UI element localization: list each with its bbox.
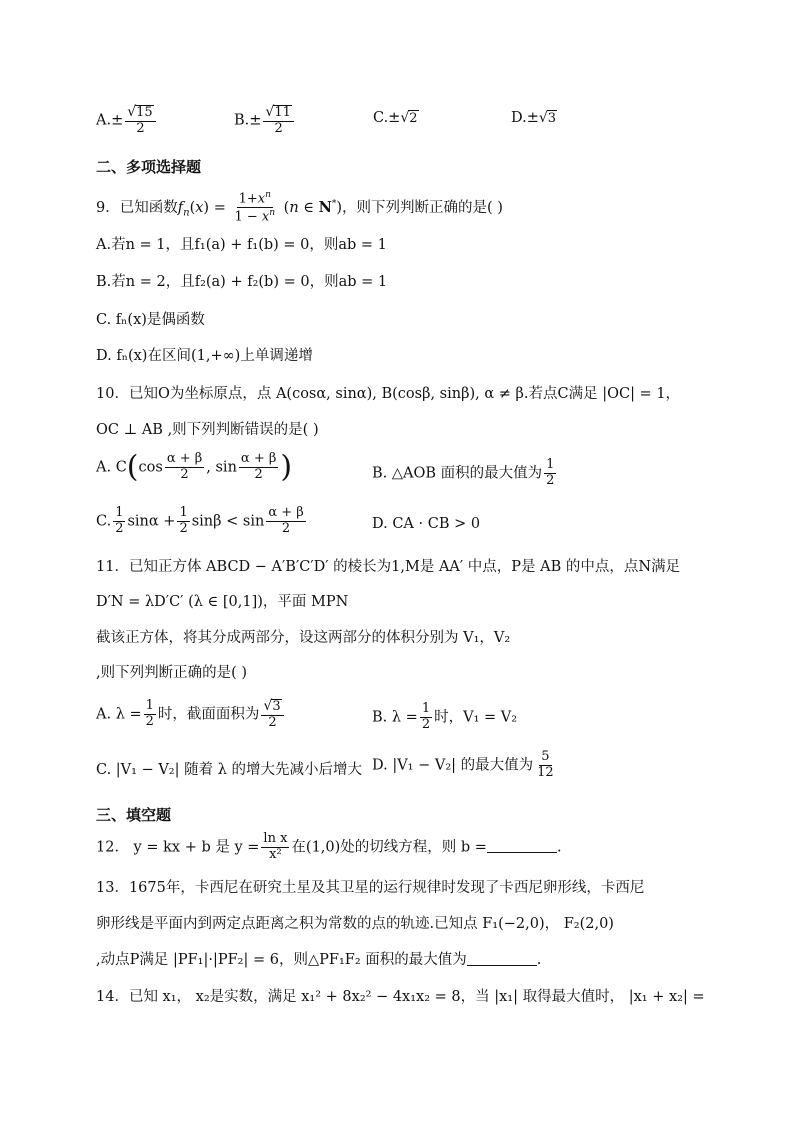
- q11-option-b: B. λ = $\frac{1}{2}$ 时，V₁ = V₂: [372, 701, 518, 732]
- q9-option-c: C. fₙ(x)是偶函数: [96, 312, 205, 328]
- q10-option-d: D. CA · CB > 0: [372, 516, 481, 532]
- q11-stem-line4: ,则下列判断正确的是( ): [96, 665, 248, 681]
- q10-option-a: A. C(cos $\frac{\alpha + \beta}{2}$ , sin $\frac{\alpha + \beta}{2}$ ): [96, 449, 293, 485]
- q11-stem-line3: 截该正方体，将其分成两部分，设这两部分的体积分别为 V₁，V₂: [96, 630, 511, 646]
- q11-option-c: C. |V₁ − V₂| 随着 λ 的增大先减小后增大: [96, 762, 363, 778]
- q10-stem-line1: 10．已知O为坐标原点，点 A(cosα, sinα), B(cosβ, sinβ), α ≠ β.若点C满足 |OC| = 1，: [96, 386, 681, 402]
- q11-stem-line1: 11．已知正方体 ABCD − A′B′C′D′ 的棱长为1,M是 AA′ 中点，P是 AB 的中点，点N满足: [96, 559, 681, 575]
- q13-stem-line2: 卵形线是平面内到两定点距离之积为常数的点的轨迹.已知点 F₁(−2,0)， F₂(2,0): [96, 916, 614, 932]
- q12-answer-blank[interactable]: [487, 838, 557, 853]
- q11-option-d: D. |V₁ − V₂| 的最大值为 $\frac{5}{12}$: [372, 749, 554, 780]
- q8-option-c: C.±√2: [373, 110, 418, 126]
- q8-option-a: A.± $\frac{√15}{2}$: [96, 104, 158, 137]
- q9-option-d: D. fₙ(x)在区间(1,+∞)上单调递增: [96, 348, 313, 364]
- q10-stem-line2: OC ⊥ AB ,则下列判断错误的是( ): [96, 422, 319, 438]
- q9-option-a: A.若n = 1，且f₁(a) + f₁(b) = 0，则ab = 1: [96, 237, 387, 253]
- q9-option-b: B.若n = 2，且f₂(a) + f₂(b) = 0，则ab = 1: [96, 274, 388, 290]
- q10-option-b: B. △AOB 面积的最大值为 $\frac{1}{2}$: [372, 457, 555, 488]
- q13-answer-blank[interactable]: [467, 951, 537, 966]
- section-title-multiple-choice: 二、多项选择题: [96, 158, 202, 176]
- q11-stem-line2: D′N = λD′C′ (λ ∈ [0,1])，平面 MPN: [96, 594, 349, 610]
- q8-option-d: D.±√3: [511, 110, 557, 126]
- q10-option-c: C. $\frac{1}{2}$ sinα + $\frac{1}{2}$ sinβ < sin $\frac{\alpha + \beta}{2}$: [96, 505, 304, 536]
- q13-stem-line3: ,动点P满足 |PF₁|·|PF₂| = 6，则△PF₁F₂ 面积的最大值为 .: [96, 952, 542, 968]
- q14-stem-line1: 14．已知 x₁， x₂是实数，满足 x₁² + 8x₂² − 4x₁x₂ = 8，当 |x₁| 取得最大值时， |x₁ + x₂| =: [96, 989, 705, 1005]
- q8-option-b: B.± $\frac{√11}{2}$: [234, 104, 296, 137]
- section-title-fill-in: 三、填空题: [96, 806, 172, 824]
- q12-stem: 12． y = kx + b 是 y = $\frac{\text{ln x}}{\text{x²}}$ 在(1,0)处的切线方程，则 b = .: [96, 831, 562, 862]
- q13-stem-line1: 13．1675年，卡西尼在研究土星及其卫星的运行规律时发现了卡西尼卵形线，卡西尼: [96, 880, 645, 896]
- q9-stem: 9．已知函数$f_n(x)$ = $\frac{1+x^n}{1 - x^n}$ (n ∈ N*)，则下列判断正确的是( ): [96, 190, 503, 225]
- q11-option-a: A. λ = $\frac{1}{2}$ 时，截面面积为 $\frac{√3}{2}$: [96, 698, 286, 731]
